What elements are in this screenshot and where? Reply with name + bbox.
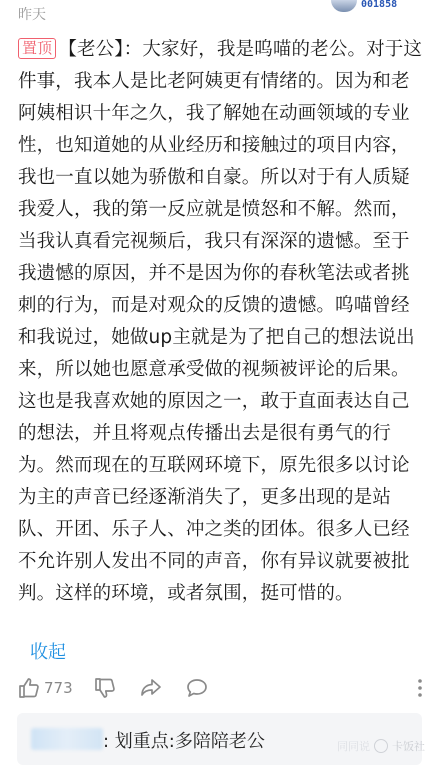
user-badge[interactable] [331,0,417,12]
pinned-badge: 置顶 [18,38,56,59]
comment-header [0,0,433,26]
watermark-logo-icon [374,739,388,753]
more-options-button[interactable] [415,674,425,702]
watermark [337,738,425,754]
watermark-text: 卡饭社 [392,740,425,753]
share-button[interactable] [139,674,163,702]
thumbs-down-icon [93,676,117,700]
more-icon [415,677,425,699]
blurred-username [31,728,103,750]
comment-text: ：大家好，我是呜喵的老公。对于这件事，我本人是比老阿姨更有情绪的。因为和老阿姨相识十年之久，我了解她在动画领域的专业性，也知道她的从业经历和接触过的项目内容，我也一直以她为骄傲和自豪。所以对于有人质疑我爱人，我的第一反应就是愤怒和不解。然而，当我认真看完视频后，我只有深深的遗憾。至于我遗憾的原因，并不是因为你的春秋笔法或者挑刺的行为，而是对观众的反馈的遗憾。呜喵曾经和我说过，她做up主就是为了把自己的想法说出来，所以她也愿意承受做的视频被评论的后果。这也是我喜欢她的原因之一，敢于直面表达自己的想法，并且将观点传播出去是很有勇气的行为。然而现在的互联网环境下，原先很多以讨论为主的声音已经逐渐消失了，更多出现的是站队、开团、乐子人、冲之类的团体。很多人已经不允许别人发出不同的声音，你有异议就要被批判。这样的环境，或者氛围，挺可惜的。 [18,39,423,604]
reply-button[interactable] [185,674,209,702]
comment-body [18,34,428,610]
author-tag: 【老公】 [58,39,124,60]
like-count: 773 [44,679,73,697]
avatar[interactable] [331,0,357,12]
comment-action-bar [17,674,433,704]
collapse-link[interactable]: 收起 [30,642,66,663]
watermark-ghost-text: 同同说 [337,740,370,753]
share-icon [139,676,163,700]
like-button[interactable] [17,674,73,702]
user-id: 001858 [361,0,398,10]
thumbs-up-icon [17,676,41,700]
dislike-button[interactable] [93,674,117,702]
reply-icon [185,676,209,700]
comment-time: 昨天 [18,7,46,23]
reply-preview-text: : 划重点:多陪陪老公 [103,731,265,752]
